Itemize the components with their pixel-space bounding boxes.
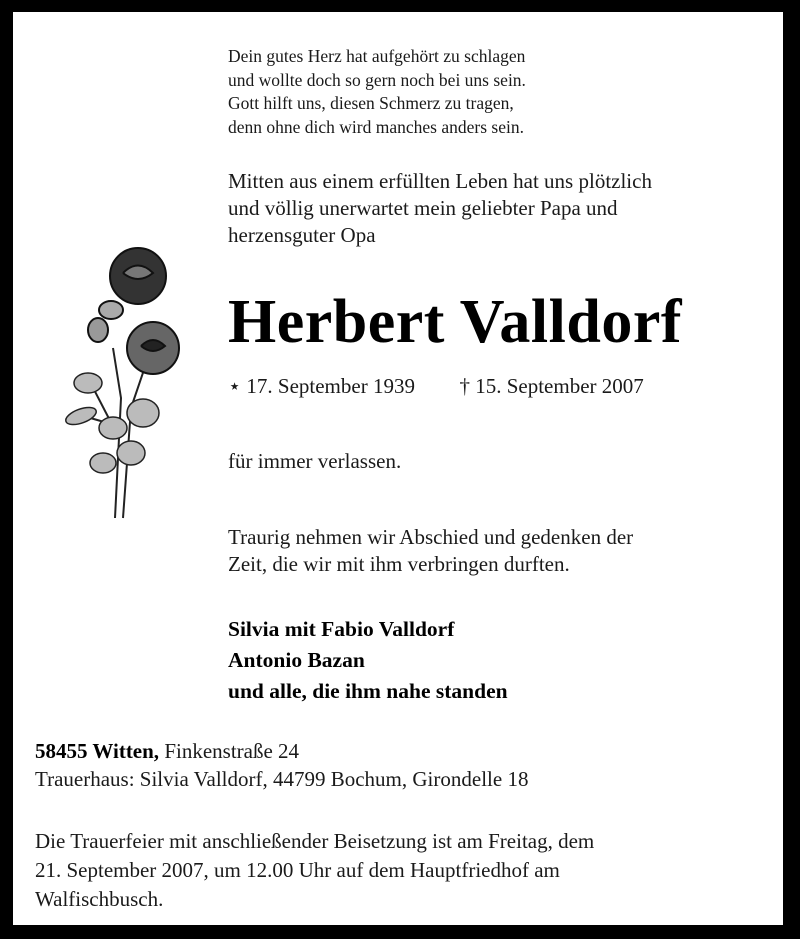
obituary-notice [13,12,783,925]
poem-line: Gott hilft uns, diesen Schmerz zu tragen, [228,93,514,113]
poem-line: Dein gutes Herz hat aufgehört zu schlagen [228,46,526,66]
death-date: 15. September 2007 [475,374,644,398]
deceased-name: Herbert Valldorf [228,288,682,356]
farewell-text [228,524,633,578]
address-line [35,737,528,765]
intro-line: Mitten aus einem erfüllten Leben hat uns plötzlich [228,169,652,193]
family-line: Antonio Bazan [228,648,365,672]
farewell-line: Traurig nehmen wir Abschied und gedenken der [228,525,634,549]
family-line: Silvia mit Fabio Valldorf [228,617,455,641]
intro-text [228,168,652,249]
address-block [35,737,528,793]
poem [228,45,526,139]
poem-line: und wollte doch so gern noch bei uns sein. [228,69,526,90]
farewell-line: Zeit, die wir mit ihm verbringen durften. [228,552,570,576]
life-dates [228,373,644,400]
poem-line: denn ohne dich wird manches anders sein. [228,116,524,137]
intro-line: und völlig unerwartet mein geliebter Papa und [228,196,618,220]
ceremony-info [35,827,594,914]
street: Finkenstraße 24 [159,739,300,763]
star-icon: ⋆ [228,374,242,398]
intro-line: herzensguter Opa [228,223,376,247]
cross-icon: † [459,374,470,398]
ceremony-line: Die Trauerfeier mit anschließender Beisetzung ist am Freitag, dem [35,829,595,853]
city: 58455 Witten, [35,739,160,763]
family-signatures [228,614,508,707]
left-message: für immer verlassen. [228,449,402,473]
ceremony-line: 21. September 2007, um 12.00 Uhr auf dem Hauptfriedhof am [35,858,560,882]
ceremony-line: Walfischbusch. [35,887,164,911]
mourning-house: Trauerhaus: Silvia Valldorf, 44799 Bochum, Girondelle 18 [35,767,529,791]
family-line: und alle, die ihm nahe standen [228,679,508,703]
birth-date: 17. September 1939 [246,374,415,398]
rose-bouquet-icon [43,238,213,528]
